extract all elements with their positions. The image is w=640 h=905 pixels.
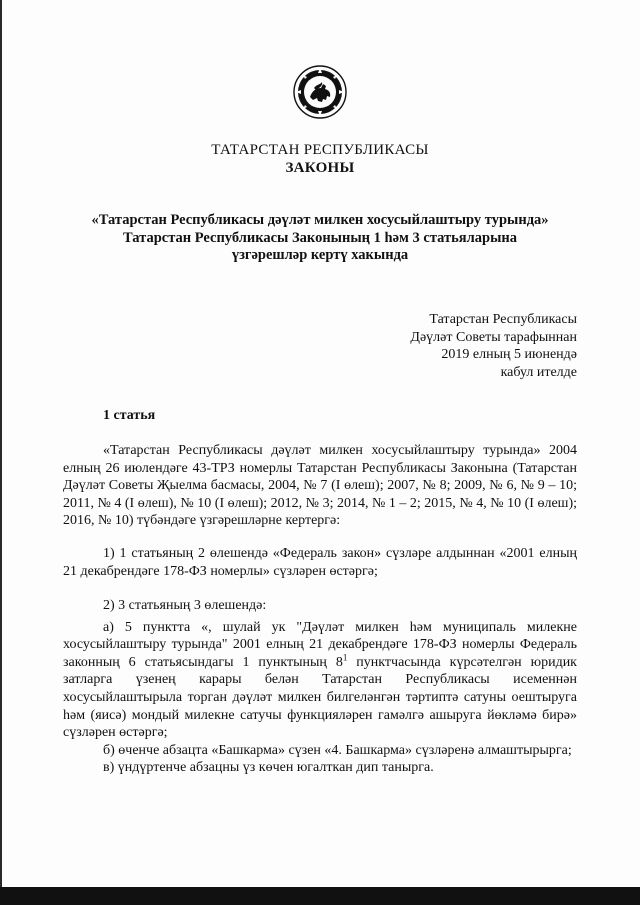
adoption-note <box>317 311 577 381</box>
item-2a-paragraph <box>63 619 577 742</box>
item-2-heading: 2) 3 статьяның 3 өлешендә: <box>103 598 267 613</box>
adoption-line: Татарстан Республикасы <box>429 312 577 327</box>
item-2b-paragraph: б) өченче абзацта «Башкарма» сүзен «4. Башкарма» сүзләренә алмаштырырга; <box>103 742 572 758</box>
law-label: ЗАКОНЫ <box>285 160 355 176</box>
adoption-line: кабул ителде <box>500 364 577 380</box>
item-2-block <box>63 597 577 777</box>
item-2a-text-start: а) 5 пунктта «, шулай ук "Дәүләт милкен һәм муниципаль милекне хосусыйлаштыру турында" 2001 елның 21 декабрендәге 178-ФЗ номерлы Федераль законның 6 статьясындагы 1 пунктының 8 <box>63 619 577 670</box>
law-title-line: Татарстан Республикасы Законының 1 һәм 3 статьяларына <box>122 229 518 246</box>
intro-paragraph: «Татарстан Республикасы дәүләт милкен хосусыйлаштыру турында» 2004 елның 26 июлендәге 43-ТРЗ номерлы Татарстан Республикасы Законына (Татарстан Дәүләт Советы Җыелма басмасы, 2004, № 7 (I өлеш); 2007, № 8; 2009, № 6, № 9 – 10; 2011, № 4 (I өлеш), № 10 (I өлеш); 2012, № 3; 2014, № 1 – 2; 2015, № 4, № 10 (I өлеш); 2016, № 10) түбәндәге үзгәрешләрне кертергә: <box>63 443 577 529</box>
item-2a-text-end: пунктчасында күрсәтелгән юридик затларга үзенең карары белән Татарстан Республикасы исеменнән хосусыйлаштырыла торган дәүләт милкен билгеләнгән тәртиптә сатуны оештыруга һәм (яисә) мондый милекне сатучы функцияләрен гамәлгә ашыруга йөкләмә бирә» сүзләрен өстәргә; <box>63 654 577 741</box>
article-heading: 1 статья <box>103 408 156 423</box>
item-2a-superscript: 1 <box>342 652 348 663</box>
item-1-paragraph: 1) 1 статьяның 2 өлешендә «Федераль закон» сүзләре алдыннан «2001 елның 21 декабрендәге 178-ФЗ номерлы» сүзләрен өстәргә; <box>63 546 577 579</box>
scan-edge-left <box>0 0 2 905</box>
law-title-line: үзгәрешләр кертү хакында <box>231 247 409 263</box>
law-title-line: «Татарстан Республикасы дәүләт милкен хосусыйлаштыру турында» <box>91 212 549 228</box>
adoption-line: 2019 елның 5 июнендә <box>441 347 577 362</box>
scan-edge-bottom <box>0 887 640 905</box>
item-2c-paragraph: в) үндүртенче абзацны үз көчен югалткан дип танырга. <box>103 760 434 776</box>
adoption-line: Дәүләт Советы тарафыннан <box>410 329 577 345</box>
law-title <box>60 212 580 265</box>
republic-name: ТАТАРСТАН РЕСПУБЛИКАСЫ <box>211 142 429 158</box>
coat-of-arms-emblem <box>292 64 348 120</box>
